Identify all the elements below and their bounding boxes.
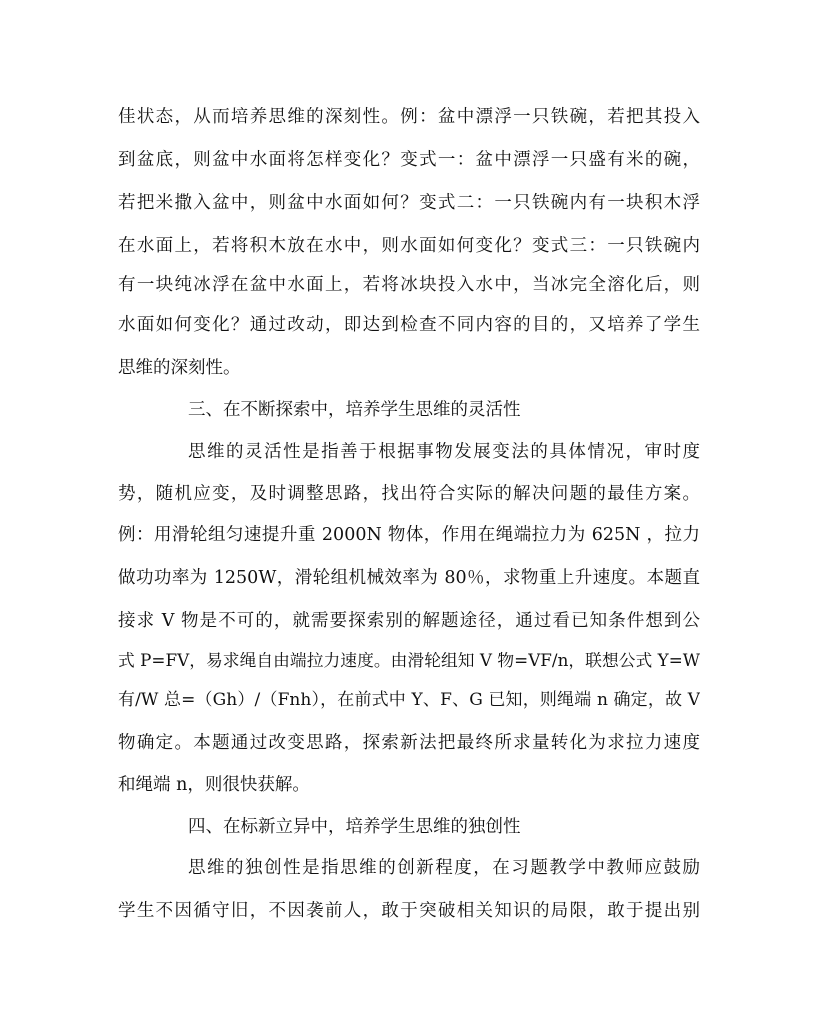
paragraph-line: 学生不因循守旧，不因袭前人，敢于突破相关知识的局限，敢于提出别	[118, 901, 700, 921]
paragraph-line: 水面如何变化？通过改动，即达到检查不同内容的目的，又培养了学生	[118, 315, 700, 335]
paragraph-line: 思维的深刻性。	[118, 358, 241, 378]
section-heading: 四、在标新立异中，培养学生思维的独创性	[188, 817, 521, 837]
section-heading: 三、在不断探索中，培养学生思维的灵活性	[188, 400, 521, 420]
paragraph-line: 思维的灵活性是指善于根据事物发展变法的具体情况，审时度	[188, 442, 700, 462]
paragraph-line: 接求 V 物是不可的，就需要探索别的解题途径，通过看已知条件想到公	[118, 611, 700, 631]
paragraph-line: 思维的独创性是指思维的创新程度，在习题教学中教师应鼓励	[188, 858, 700, 878]
paragraph-line: 势，随机应变，及时调整思路，找出符合实际的解决问题的最佳方案。	[118, 484, 700, 504]
paragraph-line: 有一块纯冰浮在盆中水面上，若将冰块投入水中，当冰完全溶化后，则	[118, 275, 700, 295]
paragraph-line: 式 P=FV，易求绳自由端拉力速度。由滑轮组知 V 物=VF/n，联想公式 Y=W	[118, 650, 700, 670]
paragraph-line: 有/W 总=（Gh）/（Fnh），在前式中 Y、F、G 已知，则绳端 n 确定，故 V	[118, 690, 700, 710]
paragraph-line: 在水面上，若将积木放在水中，则水面如何变化？变式三：一只铁碗内	[118, 236, 700, 256]
paragraph-line: 物确定。本题通过改变思路，探索新法把最终所求量转化为求拉力速度	[118, 733, 700, 753]
paragraph-line: 若把米撒入盆中，则盆中水面如何？变式二：一只铁碗内有一块积木浮	[118, 193, 700, 213]
paragraph-line: 到盆底，则盆中水面将怎样变化？变式一：盆中漂浮一只盛有米的碗，	[118, 150, 700, 170]
paragraph-line: 佳状态，从而培养思维的深刻性。例：盆中漂浮一只铁碗，若把其投入	[118, 107, 700, 127]
paragraph-line: 例：用滑轮组匀速提升重 2000N 物体，作用在绳端拉力为 625N ，拉力	[118, 525, 700, 545]
paragraph-line: 和绳端 n，则很快获解。	[118, 775, 310, 795]
paragraph-line: 做功功率为 1250W，滑轮组机械效率为 80％，求物重上升速度。本题直	[118, 568, 700, 588]
